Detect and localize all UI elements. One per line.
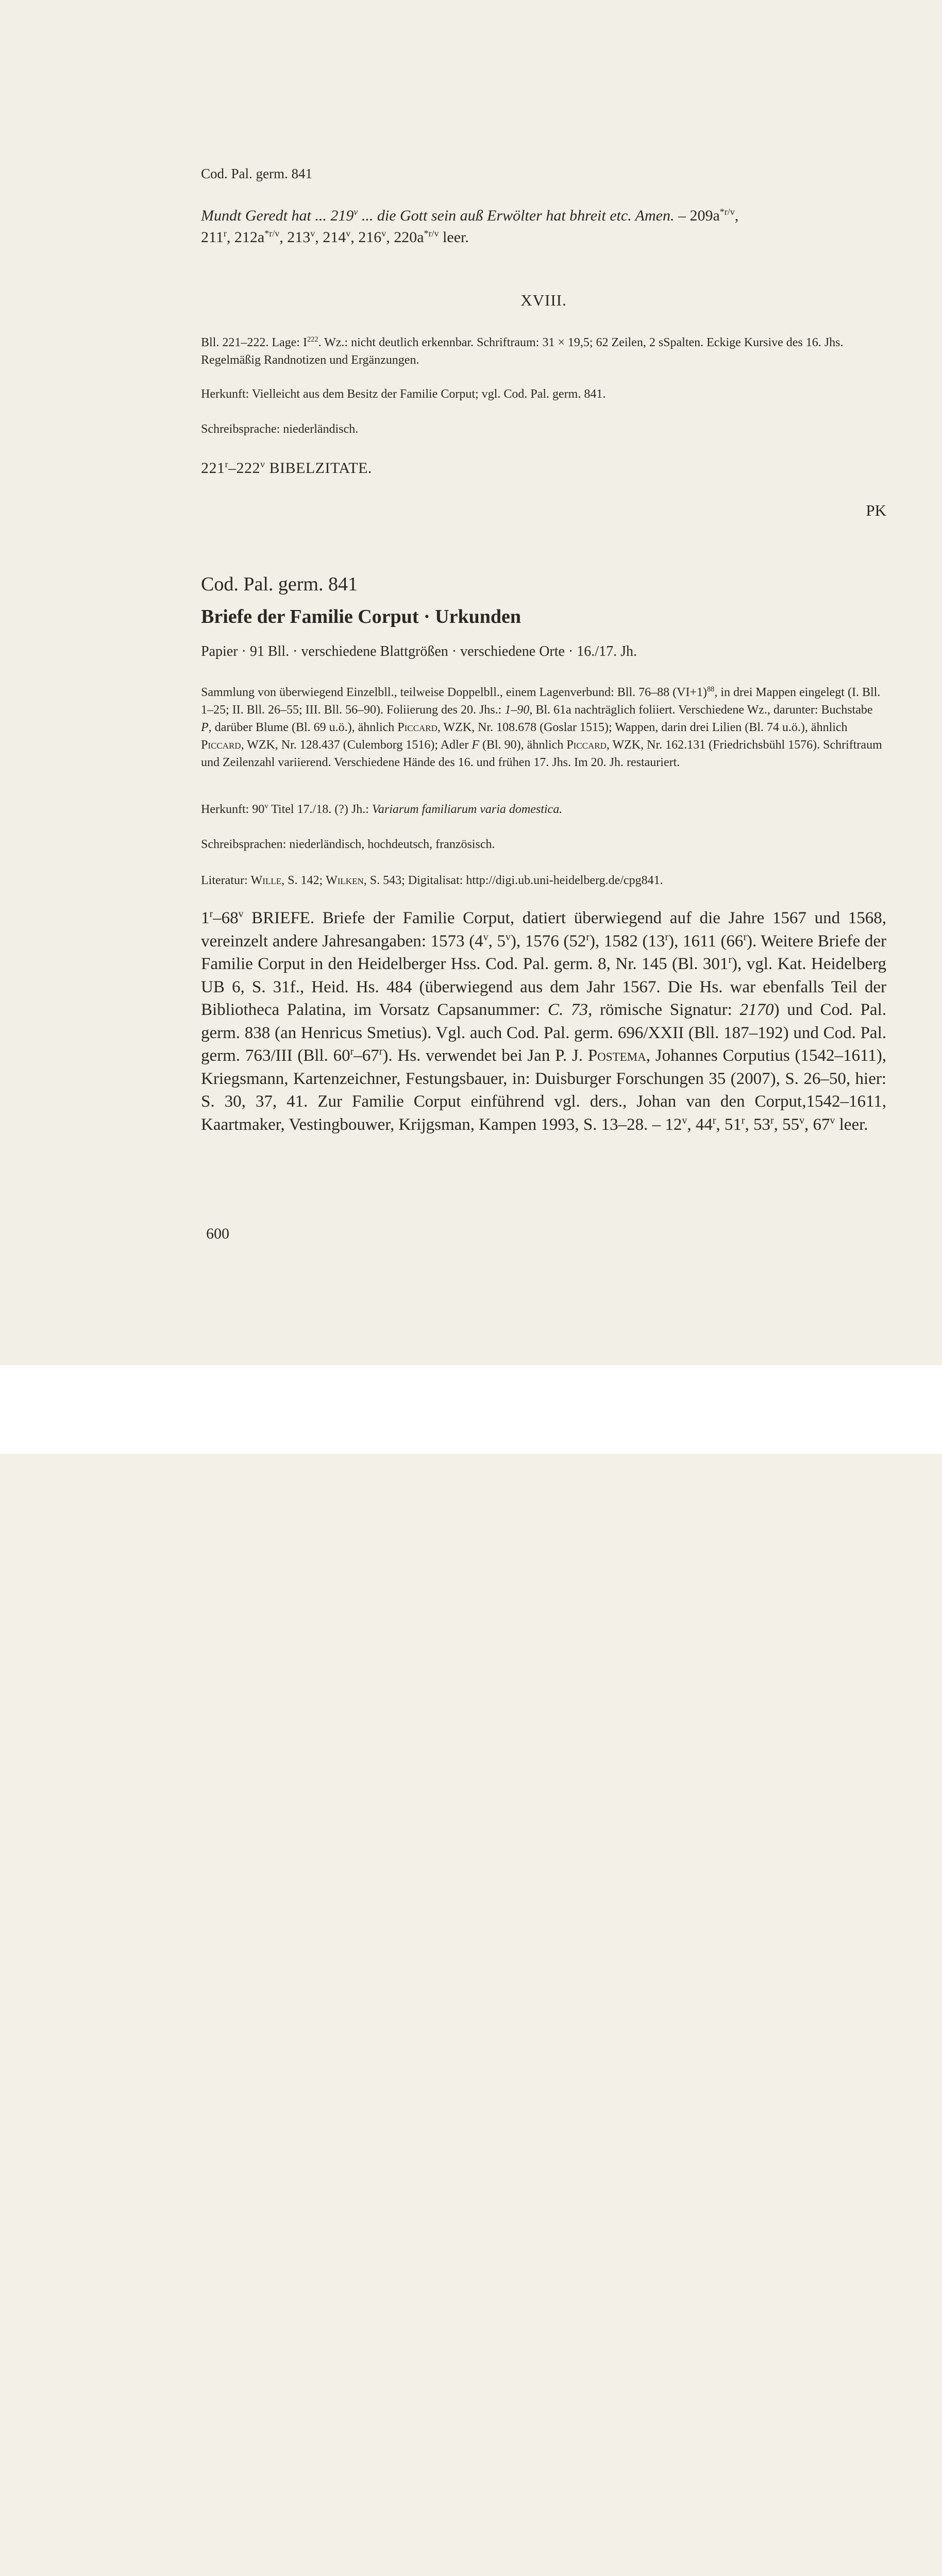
author-name: Piccard xyxy=(397,721,438,734)
folio-sup: v xyxy=(830,1114,835,1126)
codex-description xyxy=(201,684,886,771)
main-entry xyxy=(201,907,886,1136)
codex-title: Cod. Pal. germ. 841 xyxy=(201,573,358,595)
entry-text: ), 1576 (52 xyxy=(510,931,586,951)
lage-sup: 222 xyxy=(307,335,318,344)
desc-text: , WZK, Nr. 162.131 (Friedrichsbühl 1576). Schriftraum und Zeilenzahl variierend. Verschiedene Hände des 16. und frühen 17. Jhs. Im 20. Jh. restauriert. xyxy=(201,738,882,769)
folio-sup: v xyxy=(238,908,244,920)
entry-text: ), vgl. Kat. Heidelberg UB 6, S. 31f., Heid. Hs. 484 (überwiegend aus dem Jahr 1567. Die Hs. war ebenfalls Teil der Bibliotheca Palatina, im Vorsatz Capsanummer: xyxy=(201,955,886,1019)
entry-text: , 53 xyxy=(745,1115,771,1134)
folio: , 212a xyxy=(226,229,265,246)
folio-sup: r xyxy=(770,1114,774,1126)
folio-sup: v xyxy=(483,931,489,943)
author-name: Piccard xyxy=(566,738,607,752)
desc-text: , WZK, Nr. 108.678 (Goslar 1515); Wappen, darin drei Lilien (Bl. 74 u.ö.), ähnlich xyxy=(437,721,848,734)
entry-text: , römische Signatur: xyxy=(587,1001,740,1019)
foliation-text: 1–90 xyxy=(504,703,530,717)
author-name: Postema xyxy=(587,1046,646,1065)
comma: , xyxy=(734,207,739,224)
blank-leaves-a: – 209a xyxy=(674,207,720,224)
section-number: XVIII. xyxy=(520,291,567,309)
desc-text: , darüber Blume (Bl. 69 u.ö.), ähnlich xyxy=(208,721,398,734)
folio-sup: *r/v xyxy=(264,228,280,239)
watermark-letter: F xyxy=(472,738,480,752)
previous-entry-ending xyxy=(201,205,886,248)
lit-text: , S. 543; Digitalisat: http://digi.ub.uni-heidelberg.de/cpg841. xyxy=(363,874,663,887)
entry-text: ). Hs. verwendet bei Jan P. J. xyxy=(382,1046,588,1065)
entry-text: , 5 xyxy=(488,931,506,951)
entry-text: , 44 xyxy=(687,1115,713,1134)
folio-sup: r xyxy=(209,908,213,920)
entry-text: , 55 xyxy=(773,1115,800,1134)
entry-text: ) und Cod. Pal. germ. 838 (an Henricus Smetius). Vgl. auch Cod. Pal. germ. 696/XXII (Bll. 187–192) und Cod. Pal. germ. 763/III (Bll. 60 xyxy=(201,1001,887,1065)
codex-physical: Papier · 91 Bll. · verschiedene Blattgrößen · verschiedene Orte · 16./17. Jh. xyxy=(201,643,637,659)
folio: , 213 xyxy=(279,229,311,246)
entry-text: , Johannes Corputius (1542–1611), Kriegsmann, Kartenzeichner, Festungsbauer, in: Duisburger Forschungen 35 (2007), S. 26–50, hier: S. 30, 37, 41. Zur Familie Corput einführend vgl. ders., Johan van den Corput,1542–1611, Kaartmaker, Vestingbouwer, Krijgsman, Kampen 1993, S. 13–28. – 12 xyxy=(201,1046,887,1134)
folio-sup: v xyxy=(264,802,268,810)
entry-text: –68 xyxy=(213,909,239,927)
desc-text: , WZK, Nr. 128.437 (Culemborg 1516); Adler xyxy=(241,738,472,752)
entry-text: leer. xyxy=(835,1115,868,1134)
folio-sup: r xyxy=(586,931,590,943)
entry-text: BRIEFE. Briefe der Familie Corput, datiert überwiegend auf die Jahre 1567 und 1568, vereinzelt andere Jahresangaben: 1573 (4 xyxy=(201,909,886,951)
entry-text: ), 1582 (13 xyxy=(590,931,665,951)
lage-sup: 88 xyxy=(706,685,715,693)
desc-text: , Bl. 61a nachträglich foliiert. Verschiedene Wz., darunter: Buchstabe xyxy=(529,703,873,717)
folio: 211 xyxy=(201,229,224,246)
author-name: Piccard xyxy=(201,738,241,752)
entry-text: , 51 xyxy=(716,1115,742,1134)
herkunft-text: Herkunft: 90 xyxy=(201,803,265,816)
folio: , 216 xyxy=(350,229,382,246)
folio: –222 xyxy=(228,460,260,477)
capsa-number: C. 73 xyxy=(547,1001,588,1019)
folio-sup: r xyxy=(350,1046,354,1057)
desc-text: Bll. 221–222. Lage: I xyxy=(201,336,307,349)
entry-text: 1 xyxy=(201,909,210,927)
codex-schreibsprachen: Schreibsprachen: niederländisch, hochdeutsch, französisch. xyxy=(201,838,495,851)
section-herkunft: Herkunft: Vielleicht aus dem Besitz der Familie Corput; vgl. Cod. Pal. germ. 841. xyxy=(201,387,606,401)
folio-sup: r xyxy=(225,459,228,469)
codex-herkunft xyxy=(201,801,886,818)
desc-text: (Bl. 90), ähnlich xyxy=(479,738,567,752)
author-initials: PK xyxy=(866,501,886,519)
explicit-text: ... die Gott sein auß Erwölter hat bhreit etc. Amen. xyxy=(358,207,675,224)
folio: , 220a xyxy=(386,229,424,246)
entry-text: –67 xyxy=(354,1046,379,1065)
folio-sup: v xyxy=(381,228,386,239)
incipit-text: Mundt Geredt hat ... 219 xyxy=(201,207,354,224)
watermark-letter: P xyxy=(201,721,209,734)
folio-sup: r xyxy=(743,931,747,943)
roman-signature: 2170 xyxy=(739,1001,774,1019)
folio-sup: r xyxy=(665,931,669,943)
codex-subtitle: Briefe der Familie Corput · Urkunden xyxy=(201,606,521,628)
folio-sup: v xyxy=(354,207,358,217)
folio-sup: v xyxy=(682,1114,687,1126)
herkunft-title: Variarum familiarum varia domestica. xyxy=(372,803,563,816)
codex-literatur xyxy=(201,872,886,889)
desc-text: . Wz.: nicht deutlich erkennbar. Schriftraum: 31 × 19,5; 62 Zeilen, 2 sSpalten. Eckige Kursive des 16. Jhs. Regelmäßig Randnotizen und Ergänzungen. xyxy=(201,336,844,367)
folio-sup: r xyxy=(379,1046,383,1057)
entry-text: ). Weitere Briefe der Familie Corput in den Heidelberger Hss. Cod. Pal. germ. 8, Nr. 145 (Bl. 301 xyxy=(201,931,886,973)
folio-sup: v xyxy=(310,228,315,239)
folio-sup: v xyxy=(505,931,511,943)
entry-text: ), 1611 (66 xyxy=(668,931,744,951)
heading-text: BIBELZITATE. xyxy=(265,460,372,477)
author-name: Wilken xyxy=(326,874,364,887)
folio: 221 xyxy=(201,460,225,477)
folio-sup: r xyxy=(728,954,732,965)
folio-sup: *r/v xyxy=(424,228,439,239)
herkunft-text: Titel 17./18. (?) Jh.: xyxy=(268,803,372,816)
folio: , 214 xyxy=(315,229,346,246)
lit-text: , S. 142; xyxy=(281,874,326,887)
running-head: Cod. Pal. germ. 841 xyxy=(201,166,312,181)
desc-text: Sammlung von überwiegend Einzelbll., teilweise Doppelbll., einem Lagenverbund: Bll. 76–88 (VI+1) xyxy=(201,686,707,699)
entry-text: , 67 xyxy=(804,1115,830,1134)
folio-sup: v xyxy=(260,459,265,469)
lit-text: Literatur: xyxy=(201,874,251,887)
folio-sup: r xyxy=(741,1114,745,1126)
folio-sup: *r/v xyxy=(719,207,735,217)
leer-text: leer. xyxy=(439,229,469,246)
section-description xyxy=(201,334,886,369)
blank-leaves-list xyxy=(201,229,469,246)
section-schreibsprache: Schreibsprache: niederländisch. xyxy=(201,422,359,436)
page-number: 600 xyxy=(206,1225,229,1242)
folio-sup: v xyxy=(799,1114,804,1126)
folio-sup: v xyxy=(346,228,351,239)
folio-sup: r xyxy=(223,228,227,239)
folio-sup: r xyxy=(712,1114,716,1126)
desc-text: , in drei Mappen eingelegt (I. Bll. 1–25; II. Bll. 26–55; III. Bll. 56–90). Foliierung des 20. Jhs.: xyxy=(201,686,881,717)
content-heading xyxy=(201,460,886,477)
viewer-footer xyxy=(0,1365,942,1454)
author-name: Wille xyxy=(250,874,282,887)
